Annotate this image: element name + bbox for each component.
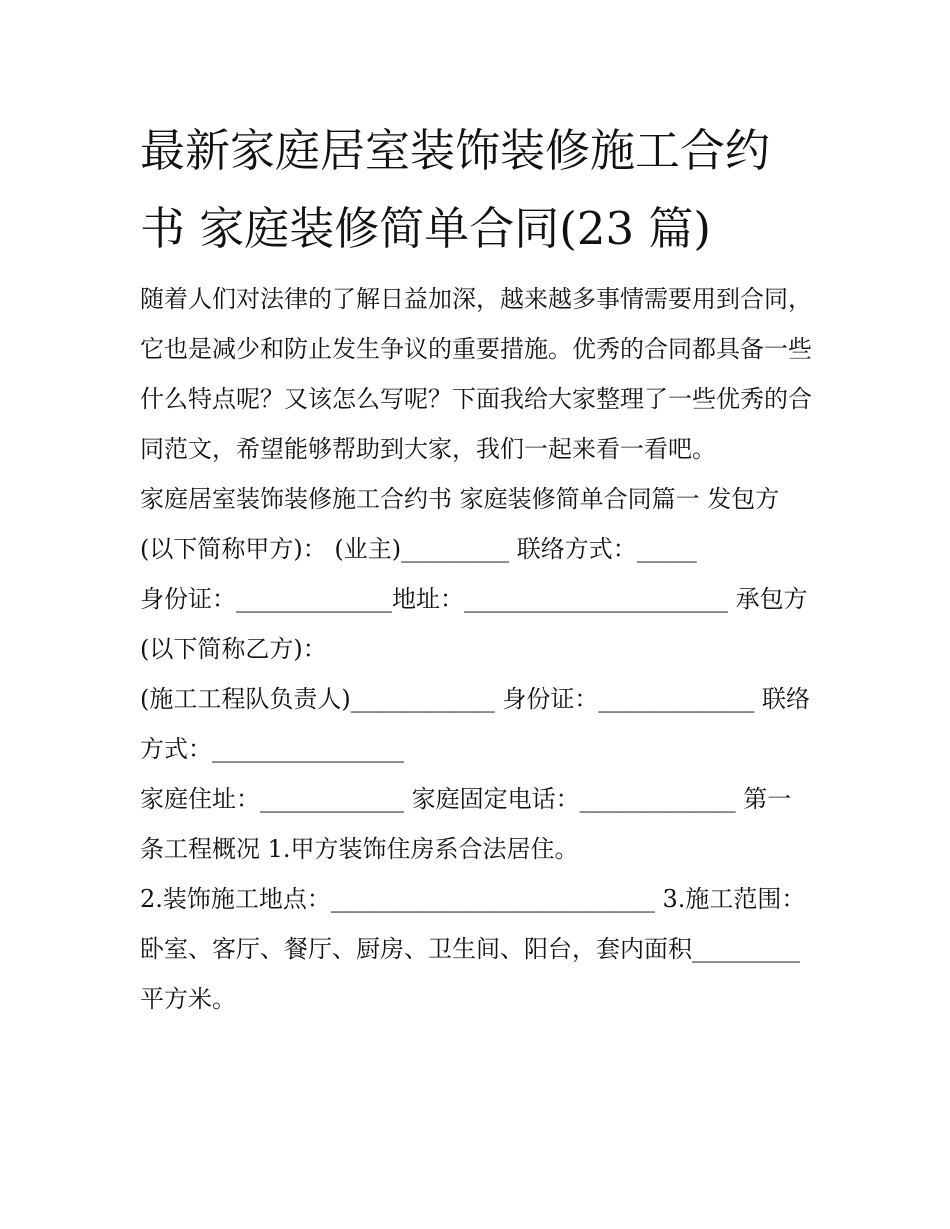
intro-paragraph: 随着人们对法律的了解日益加深，越来越多事情需要用到合同，它也是减少和防止发生争议的重要措施。优秀的合同都具备一些什么特点呢？又该怎么写呢？下面我给大家整理了一些优秀的合同范文，希望能够帮助到大家，我们一起来看一看吧。 bbox=[140, 285, 812, 463]
contract-party-b: (施工工程队负责人)____________ 身份证：_____________ 联络方式：________________ bbox=[140, 685, 810, 763]
contract-construction-scope: 2.装饰施工地点：___________________________ 3.施工范围：卧室、客厅、餐厅、厨房、卫生间、阳台，套内面积_________平方米。 bbox=[140, 885, 806, 1013]
contract-address-phone: 家庭住址：____________ 家庭固定电话：_____________ 第一条工程概况 1.甲方装饰住房系合法居住。 bbox=[140, 785, 792, 863]
contract-id-address: 身份证：_____________地址：______________________ 承包方(以下简称乙方)： bbox=[140, 585, 808, 663]
document-title: 最新家庭居室装饰装修施工合约书 家庭装修简单合同(23 篇) bbox=[140, 124, 771, 255]
document-page bbox=[140, 112, 812, 1024]
contract-party-a: 家庭居室装饰装修施工合约书 家庭装修简单合同篇一 发包方(以下简称甲方)： (业主)_________ 联络方式：_____ bbox=[140, 485, 780, 563]
